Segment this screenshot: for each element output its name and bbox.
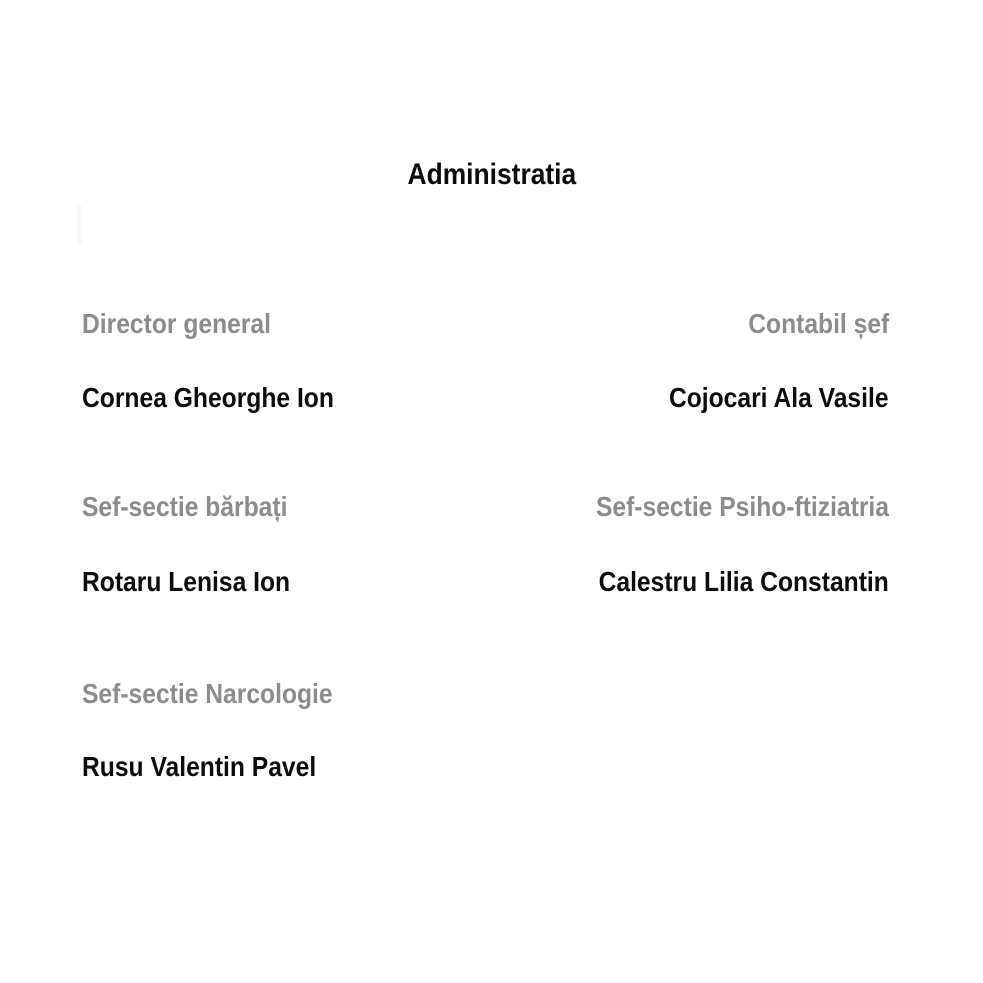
role-director-general: Director general xyxy=(82,308,271,339)
role-sef-sectie-psiho-ftiziatria: Sef-sectie Psiho-ftiziatria xyxy=(595,491,889,522)
name-row-3 xyxy=(82,753,889,781)
role-sef-sectie-barbati: Sef-sectie bărbați xyxy=(82,491,288,522)
page-title xyxy=(0,160,983,190)
faint-placeholder-line xyxy=(77,206,82,244)
person-contabil-sef: Cojocari Ala Vasile xyxy=(669,382,889,413)
role-contabil-sef: Contabil șef xyxy=(747,308,889,339)
role-row-1 xyxy=(82,310,889,338)
page-title-text: Administratia xyxy=(407,158,576,191)
role-row-3 xyxy=(82,680,889,708)
person-sef-sectie-barbati: Rotaru Lenisa Ion xyxy=(82,566,291,597)
role-row-2 xyxy=(82,493,889,521)
name-row-2 xyxy=(82,568,889,596)
role-sef-sectie-narcologie: Sef-sectie Narcologie xyxy=(82,678,333,709)
person-sef-sectie-psiho-ftiziatria: Calestru Lilia Constantin xyxy=(598,566,889,597)
person-sef-sectie-narcologie: Rusu Valentin Pavel xyxy=(82,751,317,782)
name-row-1 xyxy=(82,384,889,412)
person-director-general: Cornea Gheorghe Ion xyxy=(82,382,334,413)
